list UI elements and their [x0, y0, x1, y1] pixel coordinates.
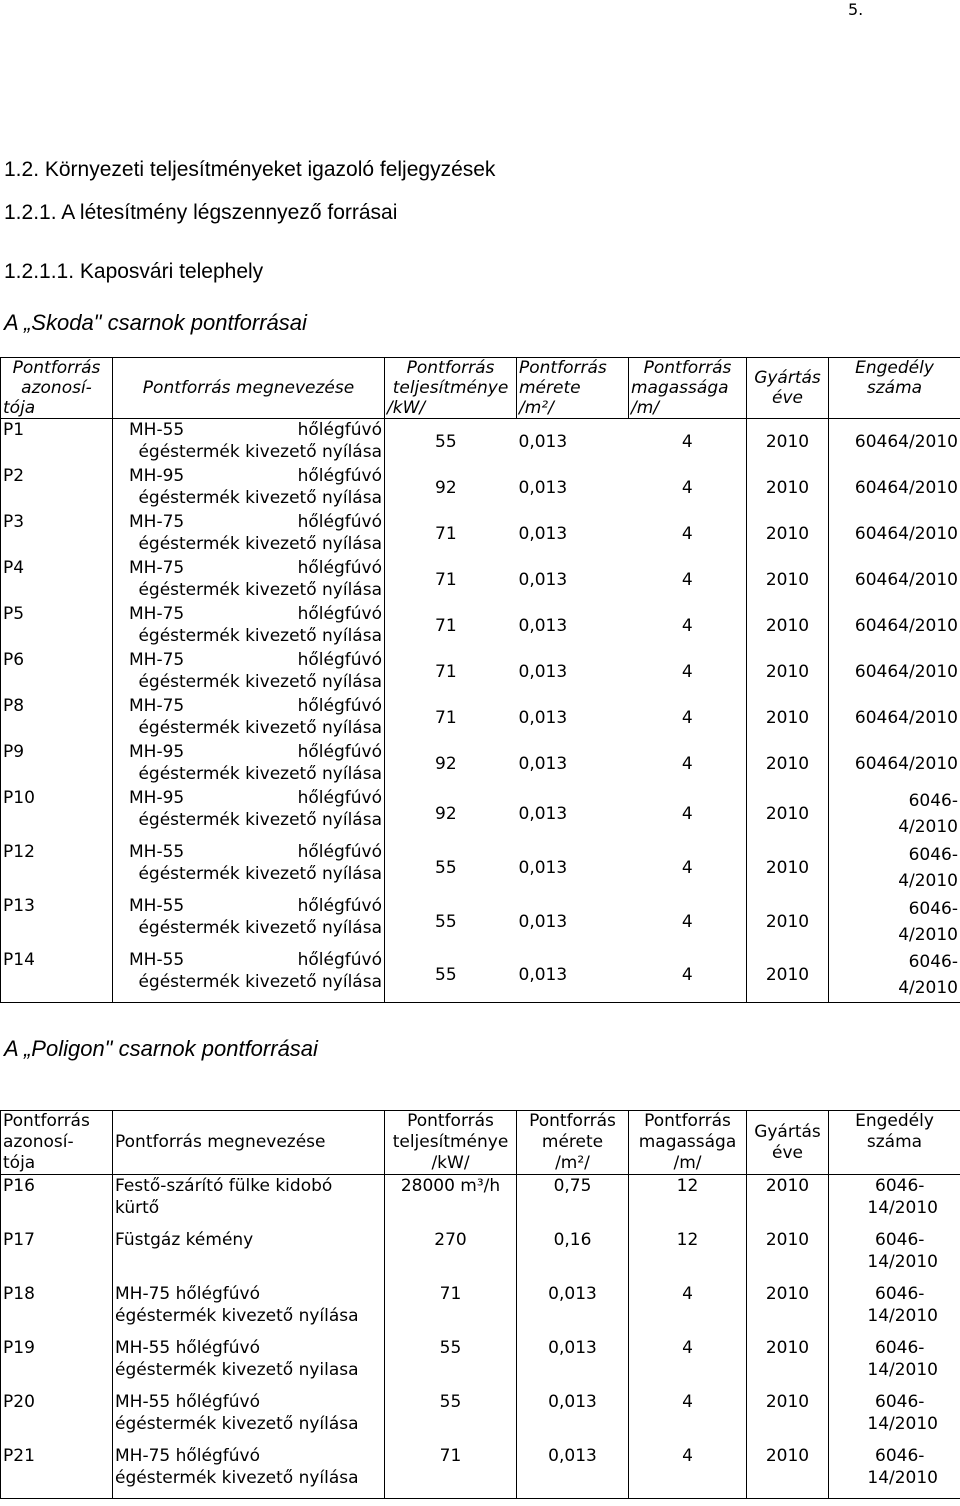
source-height: 4: [629, 1445, 747, 1499]
source-size: 0,013: [518, 707, 568, 728]
permit-line1: 6046-: [875, 1283, 925, 1304]
header-text: /kW/: [431, 1153, 470, 1173]
source-permit: [829, 1337, 960, 1391]
permit-line1: 6046-: [875, 1229, 925, 1250]
source-height: 4: [681, 569, 693, 590]
source-permit: [829, 1391, 960, 1445]
source-id: P18: [1, 1283, 113, 1337]
source-name-line2: égéstermék kivezető nyilasa: [115, 1359, 359, 1380]
source-name-line1: MH-75 hőlégfúvó: [115, 1283, 260, 1304]
source-size: 0,013: [518, 857, 568, 878]
source-name-line2: égéstermék kivezető nyílása: [138, 487, 382, 508]
source-height: 4: [681, 707, 693, 728]
source-heater-word: hőlégfúvó: [297, 649, 382, 670]
source-height: 4: [681, 803, 693, 824]
source-permit: [829, 1229, 960, 1283]
header-text: mérete: [541, 1132, 604, 1152]
source-model: MH-55: [129, 841, 185, 862]
source-name-line1: [115, 949, 382, 971]
header-name: [113, 358, 385, 419]
source-year: 2010: [747, 949, 829, 1003]
source-permit: 60464/2010: [829, 511, 960, 557]
poligon-sources-table: [0, 1110, 960, 1499]
header-text: Gyártás: [754, 368, 821, 388]
source-year: 2010: [747, 649, 829, 695]
source-permit: 60464/2010: [829, 741, 960, 787]
source-size: 0,013: [517, 1391, 629, 1445]
header-text: Pontforrás: [407, 1111, 494, 1131]
source-permit: 60464/2010: [829, 649, 960, 695]
source-heater-word: hőlégfúvó: [297, 787, 382, 808]
header-performance: [385, 1111, 517, 1175]
source-name-line2: égéstermék kivezető nyílása: [115, 1305, 359, 1326]
source-height: 4: [629, 1283, 747, 1337]
source-name: [113, 695, 385, 741]
header-text: /m²/: [519, 398, 554, 418]
source-id: P1: [1, 419, 113, 465]
source-id: P12: [1, 841, 113, 895]
header-text: Pontforrás: [643, 358, 732, 378]
source-name-line2: égéstermék kivezető nyílása: [115, 1413, 359, 1434]
source-name-line2: égéstermék kivezető nyílása: [138, 917, 382, 938]
heading-poligon-hall: A „Poligon" csarnok pontforrásai: [4, 1036, 318, 1061]
source-performance: 55: [385, 949, 517, 1003]
source-size: 0,75: [517, 1175, 629, 1229]
source-heater-word: hőlégfúvó: [297, 895, 382, 916]
heading-site: 1.2.1.1. Kaposvári telephely: [4, 260, 264, 283]
heading-section: 1.2. Környezeti teljesítményeket igazoló feljegyzések: [4, 158, 496, 181]
source-performance: 71: [385, 511, 517, 557]
source-size: 0,013: [518, 569, 568, 590]
source-year: 2010: [747, 465, 829, 511]
source-permit: 60464/2010: [829, 603, 960, 649]
permit-line2: 14/2010: [867, 1251, 938, 1272]
source-name: [113, 1337, 385, 1391]
permit-line1: 6046-: [875, 1176, 925, 1196]
source-name: [113, 1391, 385, 1445]
table-header-row: [1, 358, 960, 419]
source-name-line1: [115, 603, 382, 625]
header-text: Pontforrás: [644, 1111, 731, 1131]
source-heater-word: hőlégfúvó: [297, 603, 382, 624]
header-text: azonosí-: [3, 1132, 74, 1152]
source-model: MH-55: [129, 420, 185, 440]
table-row: [1, 895, 960, 949]
source-size: 0,013: [517, 1283, 629, 1337]
source-height: 4: [681, 523, 693, 544]
source-performance: 92: [385, 741, 517, 787]
source-name-line2: égéstermék kivezető nyílása: [138, 717, 382, 738]
source-name: [113, 741, 385, 787]
table-row: [1, 1337, 960, 1391]
source-heater-word: hőlégfúvó: [297, 420, 382, 440]
source-model: MH-75: [129, 649, 185, 670]
source-year: 2010: [747, 1175, 829, 1229]
source-performance: 71: [385, 603, 517, 649]
header-text: teljesítménye: [392, 378, 509, 398]
header-year: [747, 1111, 829, 1175]
source-id: P8: [1, 695, 113, 741]
header-text: Pontforrás: [406, 358, 495, 378]
header-text: Pontforrás megnevezése: [115, 1132, 326, 1152]
source-size: 0,013: [518, 523, 568, 544]
source-name-line1: [115, 841, 382, 863]
source-year: 2010: [747, 895, 829, 949]
source-height: 4: [681, 477, 693, 498]
source-performance: 55: [385, 1337, 517, 1391]
header-id: [1, 1111, 113, 1175]
source-year: 2010: [747, 1337, 829, 1391]
source-size: 0,013: [517, 419, 629, 465]
source-permit: 60464/2010: [829, 695, 960, 741]
table-row: [1, 1283, 960, 1337]
source-size: 0,013: [518, 911, 568, 932]
source-model: MH-55: [129, 949, 185, 970]
source-name: [113, 1445, 385, 1499]
source-size: 0,013: [518, 753, 568, 774]
source-performance: 71: [385, 557, 517, 603]
source-model: MH-95: [129, 465, 185, 486]
heading-subsection: 1.2.1. A létesítmény légszennyező forrásai: [4, 201, 398, 224]
header-text: tója: [3, 398, 36, 418]
source-name-line1: MH-55 hőlégfúvó: [115, 1337, 260, 1358]
source-year: 2010: [747, 695, 829, 741]
source-performance: 92: [385, 787, 517, 841]
source-name: [113, 787, 385, 841]
source-year: 2010: [747, 841, 829, 895]
source-model: MH-95: [129, 741, 185, 762]
source-id: P19: [1, 1337, 113, 1391]
source-size: 0,013: [518, 803, 568, 824]
source-performance: 71: [385, 1283, 517, 1337]
table-row: [1, 1229, 960, 1283]
source-height: 4: [681, 857, 693, 878]
header-permit: [829, 1111, 960, 1175]
header-text: magassága: [631, 378, 729, 398]
source-year: 2010: [747, 511, 829, 557]
source-name: [113, 419, 385, 465]
table-row: [1, 1175, 960, 1229]
source-name-line1: Füstgáz kémény: [115, 1229, 254, 1250]
header-text: Gyártás: [754, 1121, 821, 1142]
source-name-line2: égéstermék kivezető nyílása: [138, 625, 382, 646]
source-id: P20: [1, 1391, 113, 1445]
source-model: MH-75: [129, 511, 185, 532]
table-header-row: [1, 1111, 960, 1175]
header-text: Pontforrás megnevezése: [142, 378, 355, 398]
source-year: 2010: [747, 419, 829, 465]
source-id: P4: [1, 557, 113, 603]
table-row: [1, 465, 960, 511]
source-name-line1: [115, 557, 382, 579]
source-name: [113, 949, 385, 1003]
table-row: [1, 741, 960, 787]
source-year: 2010: [747, 1445, 829, 1499]
source-name-line2: égéstermék kivezető nyílása: [115, 1467, 359, 1488]
header-height: [629, 358, 747, 419]
source-name-line1: Festő-szárító fülke kidobó: [115, 1176, 333, 1196]
header-text: azonosí-: [21, 378, 92, 398]
header-text: /m/: [673, 1153, 702, 1173]
source-id: P6: [1, 649, 113, 695]
source-id: P21: [1, 1445, 113, 1499]
source-year: 2010: [747, 787, 829, 841]
source-name-line2: égéstermék kivezető nyílása: [138, 863, 382, 884]
source-performance: 55: [385, 419, 517, 465]
source-name-line1: [115, 741, 382, 763]
permit-line2: 14/2010: [867, 1305, 938, 1326]
source-permit: [829, 1283, 960, 1337]
table-row: [1, 649, 960, 695]
source-permit: 6046- 4/2010: [829, 949, 960, 1003]
header-text: mérete: [519, 378, 581, 398]
source-name: [113, 511, 385, 557]
header-text: száma: [866, 378, 923, 398]
permit-line1: 6046-: [875, 1337, 925, 1358]
header-permit: [829, 358, 960, 419]
source-name: [113, 603, 385, 649]
header-text: Pontforrás: [519, 358, 607, 378]
source-performance: 270: [385, 1229, 517, 1283]
source-name-line1: [115, 895, 382, 917]
header-id: [1, 358, 113, 419]
page-number: 5.: [848, 0, 864, 19]
table-row: [1, 841, 960, 895]
source-permit: [829, 1175, 960, 1229]
source-name-line1: [115, 465, 382, 487]
source-name: [113, 1229, 385, 1283]
header-text: Pontforrás: [529, 1111, 616, 1131]
header-text: éve: [772, 1142, 803, 1163]
source-name-line2: égéstermék kivezető nyílása: [138, 442, 382, 462]
source-name: [113, 895, 385, 949]
source-performance: 71: [385, 649, 517, 695]
source-performance: 28000 m³/h: [385, 1175, 517, 1229]
source-year: 2010: [747, 1229, 829, 1283]
table-row: [1, 695, 960, 741]
source-id: P2: [1, 465, 113, 511]
source-name-line2: égéstermék kivezető nyílása: [138, 763, 382, 784]
source-id: P9: [1, 741, 113, 787]
source-height: 4: [629, 1391, 747, 1445]
skoda-sources-table: [0, 357, 960, 1003]
source-name: [113, 1283, 385, 1337]
source-name-line1: [115, 787, 382, 809]
source-performance: 55: [385, 841, 517, 895]
source-height: 4: [681, 753, 693, 774]
header-text: Engedély: [855, 358, 934, 378]
source-size: 0,013: [517, 1445, 629, 1499]
table-row: [1, 557, 960, 603]
header-text: /m/: [631, 398, 660, 418]
source-permit: 60464/2010: [829, 557, 960, 603]
source-year: 2010: [747, 1391, 829, 1445]
source-name-line2: égéstermék kivezető nyílása: [138, 809, 382, 830]
source-heater-word: hőlégfúvó: [297, 465, 382, 486]
source-id: P16: [1, 1175, 113, 1229]
source-name-line2: kürtő: [115, 1198, 160, 1218]
source-size: 0,013: [518, 615, 568, 636]
source-heater-word: hőlégfúvó: [297, 511, 382, 532]
source-id: P5: [1, 603, 113, 649]
source-size: 0,013: [517, 949, 629, 1003]
source-name-line1: [115, 419, 382, 441]
source-model: MH-75: [129, 603, 185, 624]
header-year: [747, 358, 829, 419]
source-year: 2010: [747, 603, 829, 649]
source-model: MH-55: [129, 895, 185, 916]
source-height: 4: [629, 949, 747, 1003]
header-name: [113, 1111, 385, 1175]
source-name: [113, 465, 385, 511]
header-size: [517, 358, 629, 419]
table-row: [1, 1391, 960, 1445]
source-heater-word: hőlégfúvó: [297, 695, 382, 716]
source-heater-word: hőlégfúvó: [297, 841, 382, 862]
header-text: éve: [772, 388, 803, 408]
header-text: Pontforrás: [3, 1111, 90, 1131]
source-heater-word: hőlégfúvó: [297, 741, 382, 762]
source-id: P10: [1, 787, 113, 841]
source-model: MH-75: [129, 695, 185, 716]
permit-line2: 14/2010: [867, 1467, 938, 1488]
source-size: 0,16: [517, 1229, 629, 1283]
source-name-line2: égéstermék kivezető nyílása: [138, 533, 382, 554]
header-height: [629, 1111, 747, 1175]
table-row: [1, 1445, 960, 1499]
source-id: P14: [1, 949, 113, 1003]
header-text: magassága: [638, 1132, 737, 1152]
header-size: [517, 1111, 629, 1175]
source-performance: 71: [385, 1445, 517, 1499]
source-permit: 60464/2010: [829, 465, 960, 511]
source-height: 4: [629, 419, 747, 465]
source-model: MH-95: [129, 787, 185, 808]
table-row: [1, 603, 960, 649]
source-permit: 6046- 4/2010: [829, 787, 960, 841]
source-name-line1: MH-55 hőlégfúvó: [115, 1391, 260, 1412]
source-name: [113, 649, 385, 695]
source-year: 2010: [747, 557, 829, 603]
source-permit: 6046- 4/2010: [829, 841, 960, 895]
source-heater-word: hőlégfúvó: [297, 949, 382, 970]
source-name-line1: [115, 649, 382, 671]
permit-line1: 6046-: [875, 1445, 925, 1466]
table-row: [1, 419, 960, 465]
table-row: [1, 511, 960, 557]
header-text: Engedély: [855, 1111, 934, 1131]
source-performance: 71: [385, 695, 517, 741]
source-heater-word: hőlégfúvó: [297, 557, 382, 578]
source-size: 0,013: [518, 661, 568, 682]
source-model: MH-75: [129, 557, 185, 578]
header-text: teljesítménye: [392, 1132, 509, 1152]
source-name: [113, 1175, 385, 1229]
source-permit: [829, 1445, 960, 1499]
source-year: 2010: [747, 1283, 829, 1337]
table-row: [1, 949, 960, 1003]
source-performance: 55: [385, 1391, 517, 1445]
source-name-line2: égéstermék kivezető nyílása: [138, 579, 382, 600]
source-height: 4: [629, 1337, 747, 1391]
source-name: [113, 557, 385, 603]
permit-line2: 14/2010: [867, 1413, 938, 1434]
header-text: száma: [866, 1132, 923, 1152]
source-permit: 6046- 4/2010: [829, 895, 960, 949]
heading-skoda-hall: A „Skoda" csarnok pontforrásai: [4, 310, 307, 335]
source-name-line1: [115, 511, 382, 533]
source-name-line2: égéstermék kivezető nyílása: [138, 671, 382, 692]
header-performance: [385, 358, 517, 419]
header-text: Pontforrás: [12, 358, 101, 378]
source-performance: 55: [385, 895, 517, 949]
source-performance: 92: [385, 465, 517, 511]
permit-line2: 14/2010: [867, 1198, 938, 1218]
table-row: [1, 787, 960, 841]
permit-line2: 14/2010: [867, 1359, 938, 1380]
permit-line1: 6046-: [875, 1391, 925, 1412]
source-size: 0,013: [518, 477, 568, 498]
header-text: /m²/: [555, 1153, 590, 1173]
source-name: [113, 841, 385, 895]
source-id: P17: [1, 1229, 113, 1283]
source-name-line2: égéstermék kivezető nyílása: [138, 971, 382, 992]
source-id: P3: [1, 511, 113, 557]
header-text: tója: [3, 1153, 36, 1173]
source-height: 4: [681, 911, 693, 932]
source-height: 12: [629, 1175, 747, 1229]
header-text: /kW/: [387, 398, 426, 418]
source-name-line1: MH-75 hőlégfúvó: [115, 1445, 260, 1466]
source-year: 2010: [747, 741, 829, 787]
source-height: 4: [681, 661, 693, 682]
source-id: P13: [1, 895, 113, 949]
source-height: 4: [681, 615, 693, 636]
source-name-line1: [115, 695, 382, 717]
source-height: 12: [629, 1229, 747, 1283]
source-size: 0,013: [517, 1337, 629, 1391]
source-permit: 60464/2010: [829, 419, 960, 465]
